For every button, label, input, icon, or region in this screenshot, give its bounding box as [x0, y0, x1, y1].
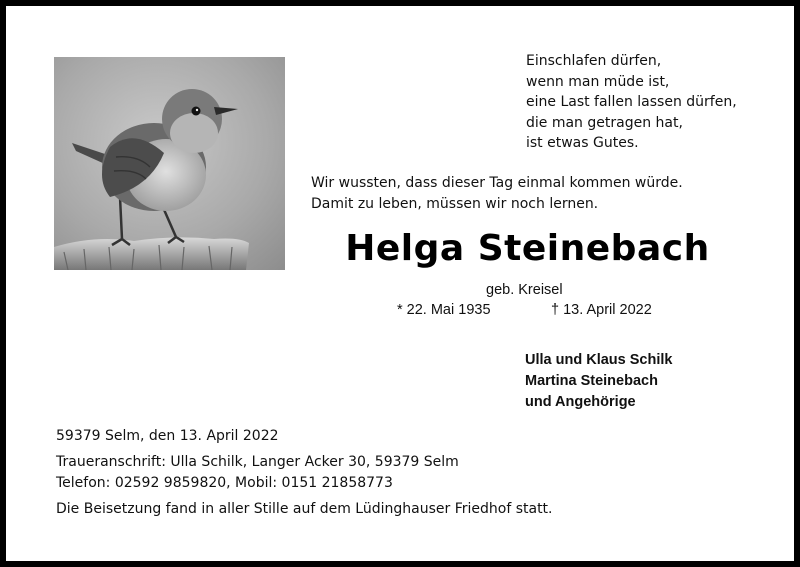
poem-line: ist etwas Gutes.: [526, 135, 639, 151]
poem-line: die man getragen hat,: [526, 114, 683, 131]
robin-photo: [54, 57, 285, 270]
intro-line-1: Wir wussten, dass dieser Tag einmal kommen würde.: [311, 175, 683, 191]
poem-line: wenn man müde ist,: [526, 73, 670, 90]
poem-line: eine Last fallen lassen dürfen,: [526, 94, 737, 110]
intro-line-2: Damit zu leben, müssen wir noch lernen.: [311, 196, 599, 212]
mourner: und Angehörige: [525, 394, 636, 410]
mourners-list: [525, 350, 672, 413]
intro-text: [311, 173, 683, 215]
birth-date: * 22. Mai 1935: [397, 302, 491, 318]
deceased-name: Helga Steinebach: [345, 228, 710, 269]
mourner: Ulla und Klaus Schilk: [525, 352, 673, 368]
poem-line: Einschlafen dürfen,: [526, 53, 662, 69]
place-date: 59379 Selm, den 13. April 2022: [56, 428, 279, 444]
phone-numbers: Telefon: 02592 9859820, Mobil: 0151 21858773: [56, 475, 393, 491]
death-date: † 13. April 2022: [551, 302, 652, 318]
poem: [526, 51, 737, 154]
burial-note: Die Beisetzung fand in aller Stille auf dem Lüdinghauser Friedhof statt.: [56, 501, 553, 517]
maiden-name: geb. Kreisel: [486, 282, 563, 298]
mourner: Martina Steinebach: [525, 373, 658, 389]
mourning-address: Traueranschrift: Ulla Schilk, Langer Acker 30, 59379 Selm: [56, 454, 459, 470]
